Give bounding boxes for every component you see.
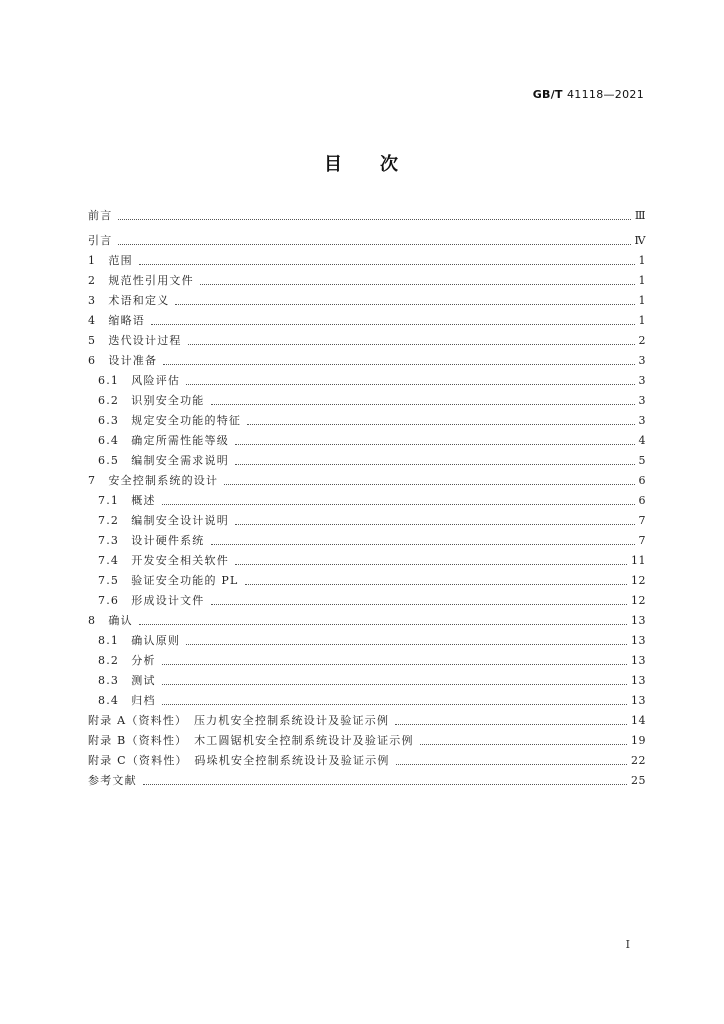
toc-entry[interactable] bbox=[88, 491, 646, 511]
toc-entry[interactable] bbox=[88, 511, 646, 531]
toc-entry-page: 25 bbox=[631, 774, 646, 787]
toc-entry[interactable] bbox=[88, 311, 646, 331]
toc-entry-label: 7.3 设计硬件系统 bbox=[98, 534, 205, 547]
toc-entry[interactable] bbox=[88, 591, 646, 611]
toc-dot-leader bbox=[247, 424, 634, 425]
toc-entry-label: 参考文献 bbox=[88, 774, 137, 787]
toc-entry-label: 7 安全控制系统的设计 bbox=[88, 474, 219, 487]
toc-entry[interactable] bbox=[88, 351, 646, 371]
toc-entry-label: 8.3 测试 bbox=[98, 674, 156, 687]
toc-entry-label: 7.2 编制安全设计说明 bbox=[98, 514, 229, 527]
toc-entry-page: 6 bbox=[638, 494, 646, 507]
toc-entry-page: 5 bbox=[638, 454, 646, 467]
toc-dot-leader bbox=[235, 464, 635, 465]
toc-entry-label: 附录 A（资料性） 压力机安全控制系统设计及验证示例 bbox=[88, 714, 390, 727]
toc-entry-page: 1 bbox=[638, 294, 646, 307]
toc-dot-leader bbox=[200, 284, 635, 285]
standard-code: 41118—2021 bbox=[567, 88, 644, 101]
toc-entry-label: 7.5 验证安全功能的 PL bbox=[98, 574, 239, 587]
toc-entry-page: 19 bbox=[631, 734, 646, 747]
toc-entry-label: 8.4 归档 bbox=[98, 694, 156, 707]
toc-entry-page: 3 bbox=[638, 374, 646, 387]
toc-entry[interactable] bbox=[88, 771, 646, 791]
toc-dot-leader bbox=[163, 364, 634, 365]
toc-entry-page: 7 bbox=[638, 514, 646, 527]
toc-entry-label: 6.4 确定所需性能等级 bbox=[98, 434, 229, 447]
toc-entry[interactable] bbox=[88, 531, 646, 551]
toc-dot-leader bbox=[139, 264, 635, 265]
toc-entry-page: 22 bbox=[631, 754, 646, 767]
toc-entry-page: 13 bbox=[631, 654, 646, 667]
toc-entry-label: 8.2 分析 bbox=[98, 654, 156, 667]
toc-dot-leader bbox=[186, 644, 627, 645]
toc-entry-page: 6 bbox=[638, 474, 646, 487]
toc-entry-page: 1 bbox=[638, 274, 646, 287]
toc-entry-label: 8.1 确认原则 bbox=[98, 634, 181, 647]
toc-dot-leader bbox=[224, 484, 634, 485]
toc-dot-leader bbox=[420, 744, 627, 745]
table-of-contents bbox=[88, 206, 646, 791]
toc-entry[interactable] bbox=[88, 431, 646, 451]
toc-entry-label: 7.4 开发安全相关软件 bbox=[98, 554, 229, 567]
toc-entry[interactable] bbox=[88, 711, 646, 731]
toc-entry-page: 12 bbox=[631, 574, 646, 587]
toc-dot-leader bbox=[162, 664, 627, 665]
toc-dot-leader bbox=[162, 504, 635, 505]
toc-dot-leader bbox=[245, 584, 628, 585]
toc-entry-label: 引言 bbox=[88, 234, 113, 247]
toc-dot-leader bbox=[396, 764, 627, 765]
toc-dot-leader bbox=[395, 724, 627, 725]
toc-entry-label: 6.5 编制安全需求说明 bbox=[98, 454, 229, 467]
toc-entry[interactable] bbox=[88, 411, 646, 431]
toc-entry[interactable] bbox=[88, 551, 646, 571]
toc-entry[interactable] bbox=[88, 731, 646, 751]
toc-entry[interactable] bbox=[88, 671, 646, 691]
toc-entry-label: 6.3 规定安全功能的特征 bbox=[98, 414, 242, 427]
toc-entry-label: 4 缩略语 bbox=[88, 314, 145, 327]
toc-dot-leader bbox=[162, 704, 627, 705]
toc-entry[interactable] bbox=[88, 631, 646, 651]
standard-number bbox=[533, 88, 644, 101]
toc-dot-leader bbox=[235, 444, 635, 445]
toc-entry[interactable] bbox=[88, 691, 646, 711]
toc-dot-leader bbox=[118, 219, 630, 220]
toc-entry-label: 7.1 概述 bbox=[98, 494, 156, 507]
toc-dot-leader bbox=[235, 564, 627, 565]
toc-entry-page: 3 bbox=[638, 354, 646, 367]
toc-entry-page: 2 bbox=[638, 334, 646, 347]
toc-dot-leader bbox=[139, 624, 627, 625]
toc-entry[interactable] bbox=[88, 251, 646, 271]
toc-entry-page: 1 bbox=[638, 314, 646, 327]
toc-entry[interactable] bbox=[88, 471, 646, 491]
toc-entry-label: 前言 bbox=[88, 209, 113, 222]
toc-entry-page: 3 bbox=[638, 394, 646, 407]
toc-dot-leader bbox=[118, 244, 630, 245]
toc-entry[interactable] bbox=[88, 751, 646, 771]
toc-entry-label: 8 确认 bbox=[88, 614, 133, 627]
toc-entry-page: 11 bbox=[631, 554, 646, 567]
toc-entry-label: 2 规范性引用文件 bbox=[88, 274, 194, 287]
toc-entry-label: 7.6 形成设计文件 bbox=[98, 594, 205, 607]
toc-entry-page: 14 bbox=[631, 714, 646, 727]
toc-entry-label: 1 范围 bbox=[88, 254, 133, 267]
toc-entry-page: 7 bbox=[638, 534, 646, 547]
toc-entry-page: 1 bbox=[638, 254, 646, 267]
standard-prefix: GB/T bbox=[532, 88, 563, 101]
toc-dot-leader bbox=[186, 384, 634, 385]
toc-entry[interactable] bbox=[88, 571, 646, 591]
toc-entry[interactable] bbox=[88, 371, 646, 391]
toc-dot-leader bbox=[162, 684, 627, 685]
toc-entry[interactable] bbox=[88, 611, 646, 631]
toc-entry-label: 6 设计准备 bbox=[88, 354, 158, 367]
toc-entry-page: 13 bbox=[631, 614, 646, 627]
toc-entry-page: 4 bbox=[638, 434, 646, 447]
toc-dot-leader bbox=[211, 544, 635, 545]
toc-entry-label: 附录 C（资料性） 码垛机安全控制系统设计及验证示例 bbox=[88, 754, 390, 767]
toc-entry[interactable] bbox=[88, 271, 646, 291]
toc-dot-leader bbox=[188, 344, 635, 345]
toc-entry-label: 6.2 识别安全功能 bbox=[98, 394, 205, 407]
toc-entry-page: 12 bbox=[631, 594, 646, 607]
toc-entry-label: 3 术语和定义 bbox=[88, 294, 170, 307]
toc-entry-page: Ⅳ bbox=[634, 234, 646, 247]
toc-entry-label: 6.1 风险评估 bbox=[98, 374, 181, 387]
toc-entry-page: Ⅲ bbox=[634, 209, 646, 222]
toc-entry[interactable] bbox=[88, 231, 646, 251]
toc-entry-page: 3 bbox=[638, 414, 646, 427]
toc-entry[interactable] bbox=[88, 206, 646, 226]
page-number: I bbox=[625, 938, 630, 951]
toc-entry-label: 附录 B（资料性） 木工圆锯机安全控制系统设计及验证示例 bbox=[88, 734, 414, 747]
toc-entry-label: 5 迭代设计过程 bbox=[88, 334, 182, 347]
page-title: 目次 bbox=[324, 154, 436, 175]
toc-dot-leader bbox=[143, 784, 627, 785]
toc-entry[interactable] bbox=[88, 651, 646, 671]
toc-entry[interactable] bbox=[88, 391, 646, 411]
toc-entry-page: 13 bbox=[631, 634, 646, 647]
toc-dot-leader bbox=[175, 304, 634, 305]
toc-dot-leader bbox=[211, 604, 628, 605]
toc-entry-page: 13 bbox=[631, 694, 646, 707]
toc-dot-leader bbox=[235, 524, 635, 525]
toc-entry[interactable] bbox=[88, 451, 646, 471]
toc-entry[interactable] bbox=[88, 291, 646, 311]
toc-dot-leader bbox=[151, 324, 635, 325]
toc-dot-leader bbox=[211, 404, 635, 405]
toc-entry-page: 13 bbox=[631, 674, 646, 687]
toc-entry[interactable] bbox=[88, 331, 646, 351]
